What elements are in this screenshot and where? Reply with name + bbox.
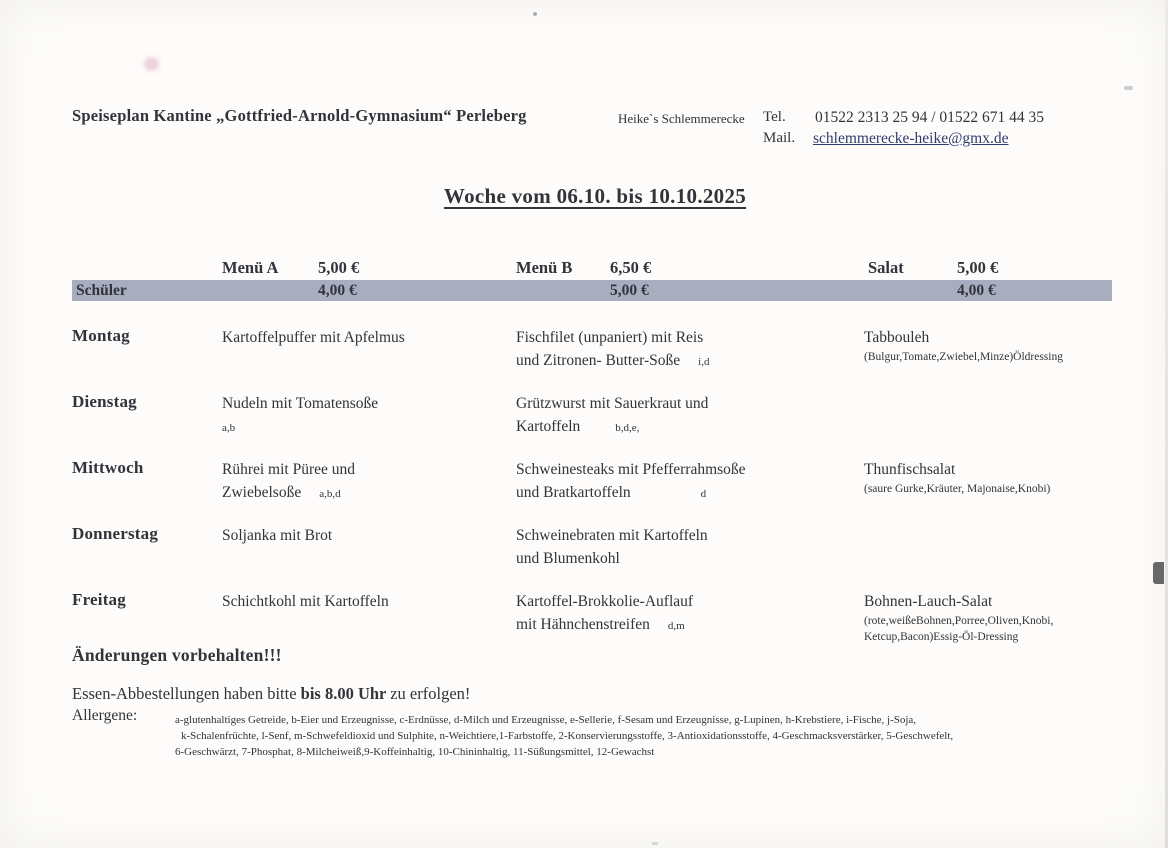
- menu-b-cell: [516, 524, 864, 570]
- schueler-salat-price: 4,00 €: [957, 282, 996, 299]
- allergen-codes: a,b: [222, 422, 236, 434]
- menu-a-cell: [222, 590, 516, 613]
- menu-a-cell: [222, 392, 516, 440]
- dish-text: Schweinesteaks mit Pfefferrahmsoße: [516, 461, 746, 478]
- allergen-codes: d,m: [667, 620, 685, 632]
- salat-ingredients: (Bulgur,Tomate,Zwiebel,Minze)Öldressing: [864, 351, 1063, 363]
- menu-row-dienstag: [72, 392, 1148, 458]
- mail-label: Mail.: [763, 130, 796, 146]
- scan-speck-artifact: [533, 12, 537, 16]
- allergens-line: a-glutenhaltiges Getreide, b-Eier und Erzeugnisse, c-Erdnüsse, d-Milch und Erzeugnisse, e-Sellerie, f-Sesam und Erzeugnisse, g-Lupinen, h-Krebstiere, i-Fische, j-Soja,: [175, 714, 917, 726]
- scan-smudge-artifact: [144, 57, 159, 71]
- dish-text: Kartoffeln: [516, 418, 581, 435]
- menu-a-cell: [222, 326, 516, 349]
- email-link[interactable]: schlemmerecke-heike@gmx.de: [813, 130, 1009, 147]
- dish-text: Schichtkohl mit Kartoffeln: [222, 593, 389, 610]
- dish-text: und Bratkartoffeln: [516, 484, 631, 501]
- cancellation-suffix: zu erfolgen!: [390, 684, 471, 703]
- dish-text: Zwiebelsoße: [222, 484, 302, 501]
- menu-b-cell: [516, 326, 864, 374]
- dish-text: Nudeln mit Tomatensoße: [222, 395, 379, 412]
- allergens-legend: [175, 712, 953, 760]
- menu-row-montag: [72, 326, 1148, 392]
- menu-a-price: 5,00 €: [318, 258, 360, 277]
- menu-a-cell: [222, 524, 516, 547]
- dish-text: und Zitronen- Butter-Soße: [516, 352, 681, 369]
- menu-b-cell: [516, 392, 864, 440]
- schueler-label: Schüler: [76, 282, 127, 299]
- salat-header: Salat: [868, 258, 904, 277]
- dish-text: Schweinebraten mit Kartoffeln: [516, 527, 708, 544]
- salat-ingredients: (saure Gurke,Kräuter, Majonaise,Knobi): [864, 483, 1051, 495]
- cancellation-deadline: bis 8.00 Uhr: [300, 684, 391, 703]
- salat-cell: [864, 590, 1148, 645]
- allergens-line: 6-Geschwärzt, 7-Phosphat, 8-Milcheiweiß,9-Koffeinhaltig, 10-Chininhaltig, 11-Süßungsmittel, 12-Gewachst: [175, 746, 655, 758]
- menu-b-cell: [516, 458, 864, 506]
- day-label: Dienstag: [72, 392, 137, 411]
- day-label: Mittwoch: [72, 458, 144, 477]
- changes-disclaimer: Änderungen vorbehalten!!!: [72, 645, 282, 665]
- vendor-name: Heike`s Schlemmerecke: [618, 111, 745, 126]
- weekly-menu-table: [72, 326, 1148, 656]
- day-label: Montag: [72, 326, 130, 345]
- cancellation-note: [72, 684, 470, 704]
- allergen-codes: d: [700, 488, 707, 500]
- menu-row-donnerstag: [72, 524, 1148, 590]
- schueler-menu-a-price: 4,00 €: [318, 282, 357, 299]
- dish-text: Kartoffel-Brokkolie-Auflauf: [516, 593, 694, 610]
- salat-cell: [864, 326, 1148, 365]
- salat-ingredients: (rote,weißeBohnen,Porree,Oliven,Knobi,: [864, 615, 1054, 627]
- allergens-line: k-Schalenfrüchte, l-Senf, m-Schwefeldioxid und Sulphite, n-Weichtiere,1-Farbstoffe, 2-Konservierungsstoffe, 3-Antioxidationsstoffe, 4-Geschmacksverstärker, 5-Geschwefelt,: [181, 730, 954, 742]
- dish-text: Fischfilet (unpaniert) mit Reis: [516, 329, 704, 346]
- menu-a-header: Menü A: [222, 258, 279, 277]
- schueler-menu-b-price: 5,00 €: [610, 282, 649, 299]
- page-title: Speiseplan Kantine „Gottfried-Arnold-Gymnasium“ Perleberg: [72, 106, 527, 125]
- dish-text: Soljanka mit Brot: [222, 527, 333, 544]
- scan-mark-artifact: [1124, 86, 1133, 90]
- tel-numbers: 01522 2313 25 94 / 01522 671 44 35: [815, 109, 1045, 126]
- salat-cell: [864, 458, 1148, 497]
- menu-b-header: Menü B: [516, 258, 573, 277]
- allergens-label: Allergene:: [72, 707, 138, 724]
- day-label: Donnerstag: [72, 524, 159, 543]
- dish-text: Grützwurst mit Sauerkraut und: [516, 395, 709, 412]
- allergen-codes: a,b,d: [319, 488, 341, 500]
- schueler-price-row: [72, 280, 1112, 301]
- menu-a-cell: [222, 458, 516, 506]
- menu-b-price: 6,50 €: [610, 258, 652, 277]
- salat-ingredients: Ketcup,Bacon)Essig-Öl-Dressing: [864, 631, 1019, 643]
- week-title: Woche vom 06.10. bis 10.10.2025: [443, 184, 747, 208]
- tel-label: Tel.: [763, 109, 786, 125]
- menu-b-cell: [516, 590, 864, 638]
- menu-row-mittwoch: [72, 458, 1148, 524]
- cancellation-prefix: Essen-Abbestellungen haben bitte: [72, 684, 301, 703]
- allergen-codes: b,d,e,: [615, 422, 640, 434]
- salat-price: 5,00 €: [957, 258, 999, 277]
- salat-name: Tabbouleh: [864, 329, 930, 346]
- dish-text: Kartoffelpuffer mit Apfelmus: [222, 329, 405, 346]
- scan-speck-bottom: [652, 842, 658, 845]
- salat-name: Thunfischsalat: [864, 461, 956, 478]
- dish-text: Rührei mit Püree und: [222, 461, 356, 478]
- scan-edge-mark-artifact: [1153, 562, 1164, 584]
- dish-text: mit Hähnchenstreifen: [516, 616, 650, 633]
- day-label: Freitag: [72, 590, 126, 609]
- salat-name: Bohnen-Lauch-Salat: [864, 593, 993, 610]
- allergen-codes: i,d: [698, 356, 710, 368]
- dish-text: und Blumenkohl: [516, 550, 620, 567]
